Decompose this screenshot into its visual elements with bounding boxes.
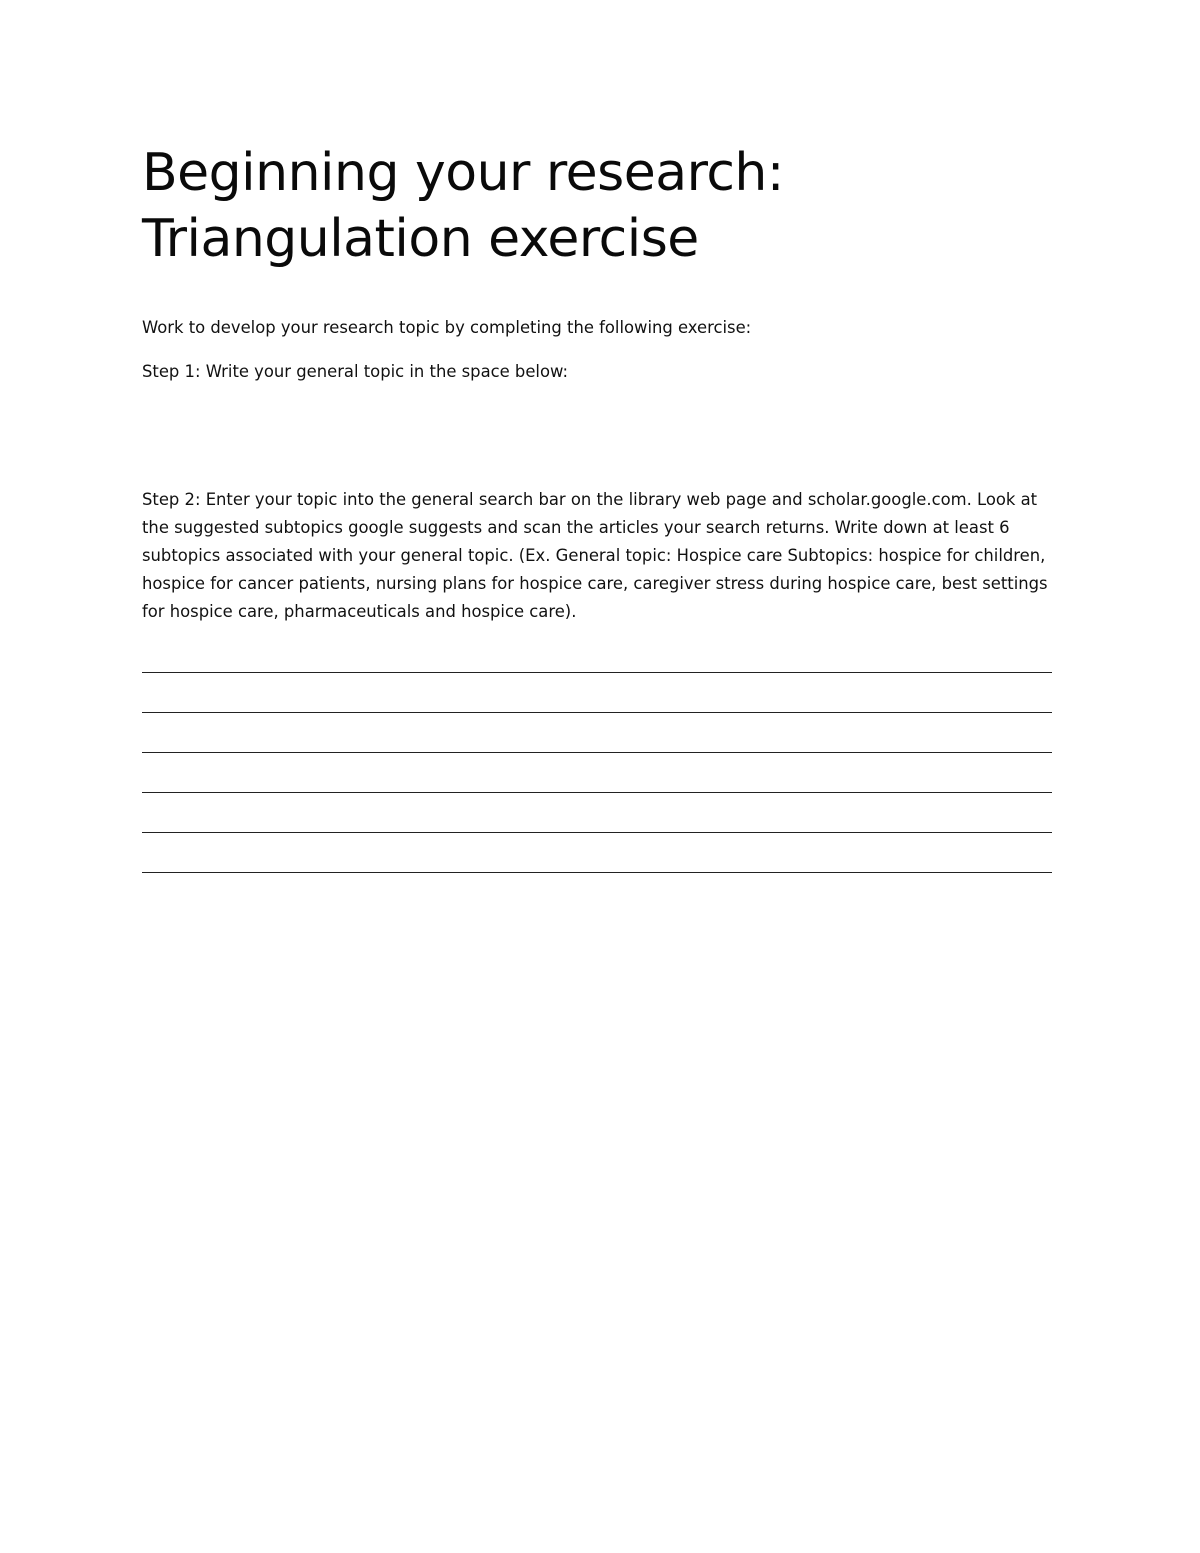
document-content xyxy=(142,140,1054,884)
answer-line[interactable] xyxy=(142,804,1052,844)
title-line-2: Triangulation exercise xyxy=(142,209,699,269)
title-line-1: Beginning your research: xyxy=(142,143,784,203)
answer-line[interactable] xyxy=(142,724,1052,764)
intro-text: Work to develop your research topic by completing the following exercise: xyxy=(142,318,752,337)
answer-line[interactable] xyxy=(142,844,1052,884)
answer-line[interactable] xyxy=(142,684,1052,724)
answer-line[interactable] xyxy=(142,764,1052,804)
page-title xyxy=(142,140,1054,272)
answer-lines xyxy=(142,644,1052,884)
step-2-instruction: Step 2: Enter your topic into the general search bar on the library web page and scholar.google.com. Look at the suggested subtopics google suggests and scan the articles your search returns. Write down at least 6 subtopics associated with your general topic. (Ex. General topic: Hospice care Subtopics: hospice for children, hospice for cancer patients, nursing plans for hospice care, caregiver stress during hospice care, best settings for hospice care, pharmaceuticals and hospice care). xyxy=(142,490,1048,621)
step-1-instruction: Step 1: Write your general topic in the space below: xyxy=(142,362,569,381)
answer-line[interactable] xyxy=(142,644,1052,684)
